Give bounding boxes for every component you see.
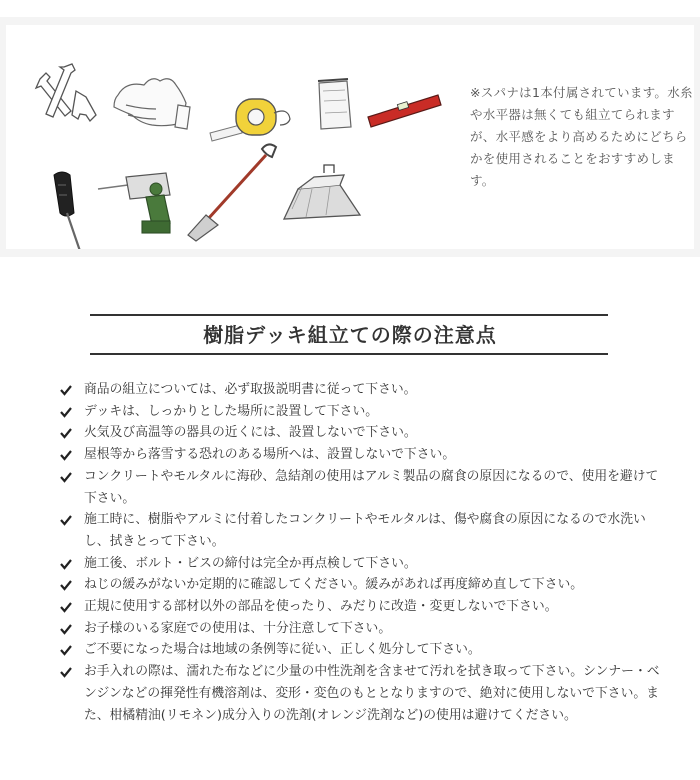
list-item-text: コンクリートやモルタルに海砂、急結剤の使用はアルミ製品の腐食の原因になるので、使用を避けて下さい。 [84,468,659,506]
list-item-text: 商品の組立については、必ず取扱説明書に従って下さい。 [84,382,417,397]
list-item [60,379,660,401]
list-item [60,553,660,575]
checkmark-icon [60,644,72,656]
list-item [60,444,660,466]
list-item [60,574,660,596]
list-item-text: ねじの緩みがないか定期的に確認してください。緩みがあれば再度締め直して下さい。 [84,577,584,593]
list-item [60,509,660,552]
list-item [60,639,660,661]
list-item [60,422,660,444]
screwdriver-icon [54,172,80,249]
checkmark-icon [60,514,72,526]
checkmark-icon [60,623,72,635]
tools-illustration [6,25,466,249]
list-item-text: デッキは、しっかりとした場所に設置して下さい。 [84,403,379,419]
concrete-block-icon [284,165,360,219]
checkmark-icon [60,601,72,613]
list-item [60,466,660,509]
checkmark-icon [60,666,72,678]
list-item-text: 施工後、ボルト・ビスの締付は完全か再点検して下さい。 [84,555,417,571]
spirit-level-icon [368,95,441,127]
tools-panel [0,17,700,257]
checkmark-icon [60,427,72,439]
tape-measure-icon [210,99,290,141]
checkmark-icon [60,471,72,483]
spanner-icon [36,64,96,121]
checkmark-icon [60,384,72,396]
checkmark-icon [60,406,72,418]
list-item-text: ご不要になった場合は地域の条例等に従い、正しく処分して下さい。 [84,642,481,658]
tools-note: ※スパナは1本付属されています。水糸や水平器は無くても組立てられますが、水平感をより高めるためにどちらかを使用されることをおすすめします。 [470,85,693,188]
list-item [60,596,660,618]
checkmark-icon [60,579,72,591]
shovel-icon [188,144,276,241]
list-item-text: 施工時に、樹脂やアルミに付着したコンクリートやモルタルは、傷や腐食の原因になるので水洗いし、拭きとって下さい。 [84,512,646,549]
list-item-text: お手入れの際は、濡れた布などに少量の中性洗剤を含ませて汚れを拭き取って下さい。シンナー・ベンジンなどの揮発性有機溶剤は、変形・変色のもととなりますので、絶対に使用しないで下さい。また、柑橘精油(リモネン)成分入りの洗剤(オレンジ洗剤など)の使用は避けてください。 [84,664,660,723]
list-item-text: 正規に使用する部材以外の部品を使ったり、みだりに改造・変更しないで下さい。 [84,599,558,615]
checkmark-icon [60,449,72,461]
list-item [60,661,660,726]
work-glove-icon [114,79,190,129]
list-item [60,401,660,423]
precaution-list [60,379,660,726]
bag-icon [318,79,351,129]
checkmark-icon [60,558,72,570]
title-bottom-rule [90,353,608,355]
power-drill-icon [98,173,170,233]
list-item-text: お子様のいる家庭での使用は、十分注意して下さい。 [84,620,392,636]
title-top-rule [90,314,608,316]
list-item-text: 火気及び高温等の器具の近くには、設置しないで下さい。 [84,425,417,441]
list-item [60,618,660,640]
tools-card [6,25,694,249]
list-item-text: 屋根等から落雪する恐れのある場所へは、設置しないで下さい。 [84,447,456,463]
page-title: 樹脂デッキ組立ての際の注意点 [203,323,497,347]
